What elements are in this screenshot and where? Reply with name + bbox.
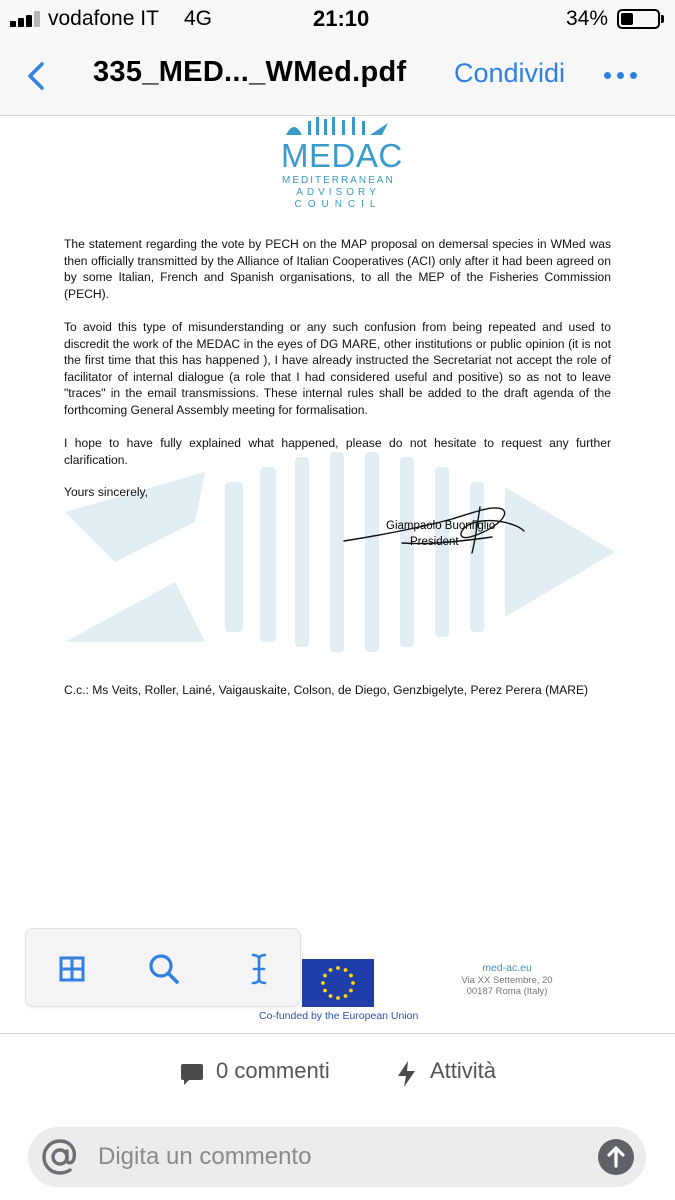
logo-subtitle-line: COUNCIL — [294, 199, 382, 210]
grid-icon — [54, 951, 90, 987]
battery-level — [621, 13, 633, 25]
thumbnails-button[interactable] — [54, 951, 90, 987]
comments-count: 0 commenti — [216, 1058, 330, 1083]
medac-logo: MEDAC — [281, 137, 403, 174]
search-button[interactable] — [146, 951, 182, 987]
eu-star — [329, 968, 333, 972]
cc-line: C.c.: Ms Veits, Roller, Lainé, Vaigauskaite, Colson, de Diego, Genzbigelyte, Perez Perera (MARE) — [64, 683, 589, 697]
arrow-up-icon — [598, 1139, 634, 1175]
divider — [0, 1033, 675, 1034]
letter-paragraph: I hope to have fully explained what happened, please do not hesitate to request any further clarification. — [64, 436, 611, 467]
pdf-page[interactable] — [0, 117, 675, 1033]
eu-star — [336, 966, 340, 970]
eu-star — [336, 996, 340, 1000]
eu-star — [344, 968, 348, 972]
carrier-name: vodafone IT — [48, 7, 159, 30]
text-select-button[interactable] — [241, 951, 277, 987]
pdf-toolbar — [25, 928, 301, 1007]
more-options-button[interactable] — [604, 72, 638, 80]
eu-star — [323, 974, 327, 978]
text-cursor-icon — [241, 951, 277, 987]
document-title: 335_MED..._WMed.pdf — [93, 56, 407, 88]
activity-label: Attività — [430, 1058, 497, 1083]
signal-strength-icon — [10, 11, 44, 27]
eu-star — [344, 994, 348, 998]
eu-star — [351, 981, 355, 985]
signatory-role: President — [410, 536, 459, 548]
letter-paragraph: The statement regarding the vote by PECH on the MAP proposal on demersal species in WMed was then officially transmitted by the Alliance of Italian Cooperatives (ACI) only after it had been agreed on by some Italian, French and Spanish organisations, to all the MEP of the Fisheries Commission (PECH). — [64, 237, 611, 301]
fish-watermark — [55, 442, 625, 672]
eu-star — [349, 974, 353, 978]
closing-line: Yours sincerely, — [64, 485, 149, 499]
search-icon — [146, 951, 182, 987]
eu-star — [321, 981, 325, 985]
battery-percent: 34% — [566, 7, 609, 30]
logo-subtitle-line: MEDITERRANEAN — [282, 175, 395, 186]
address-line: 00187 Roma (Italy) — [466, 986, 548, 997]
battery-tip — [661, 15, 664, 23]
status-bar — [0, 0, 675, 38]
chevron-left-icon — [22, 58, 52, 94]
send-comment-button[interactable] — [598, 1139, 634, 1175]
eu-stars — [302, 959, 374, 1007]
cofunded-label: Co-funded by the European Union — [259, 1010, 419, 1022]
comment-bar — [28, 1127, 646, 1187]
eu-star — [323, 989, 327, 993]
clock: 21:10 — [313, 6, 370, 31]
navigation-bar — [0, 38, 675, 116]
signatory-name: Giampaolo Buonfiglio — [386, 520, 496, 532]
speech-bubble-icon — [180, 1061, 204, 1089]
at-sign-icon[interactable] — [40, 1137, 80, 1177]
battery-icon — [617, 9, 660, 29]
handwritten-signature — [342, 497, 527, 557]
share-button[interactable]: Condividi — [454, 58, 566, 88]
network-type: 4G — [184, 7, 213, 30]
comment-input[interactable] — [98, 1137, 578, 1177]
eu-flag-logo — [302, 959, 374, 1007]
website-label: med-ac.eu — [482, 962, 532, 974]
address-line: Via XX Settembre, 20 — [461, 975, 553, 986]
logo-subtitle-line: ADVISORY — [296, 187, 380, 198]
logo-wave-graphic — [282, 117, 392, 137]
letter-paragraph: To avoid this type of misunderstanding or any such confusion from being repeated and used to discredit the work of the MEDAC in the eyes of DG MARE, other institutions or public opinion (it is not the first time that this has happened ), I have already instructed the Secretariat not accept the role of facilitator of internal dialogue (a role that I had considered useful and positive) so as not to leave "traces" in the email transmissions. These internal rules shall be added to the draft agenda of the forthcoming General Assembly meeting for formalisation. — [64, 320, 611, 417]
ellipsis-icon — [604, 72, 611, 79]
eu-star — [349, 989, 353, 993]
lightning-icon — [396, 1060, 418, 1088]
eu-star — [329, 994, 333, 998]
back-button[interactable] — [22, 58, 52, 94]
